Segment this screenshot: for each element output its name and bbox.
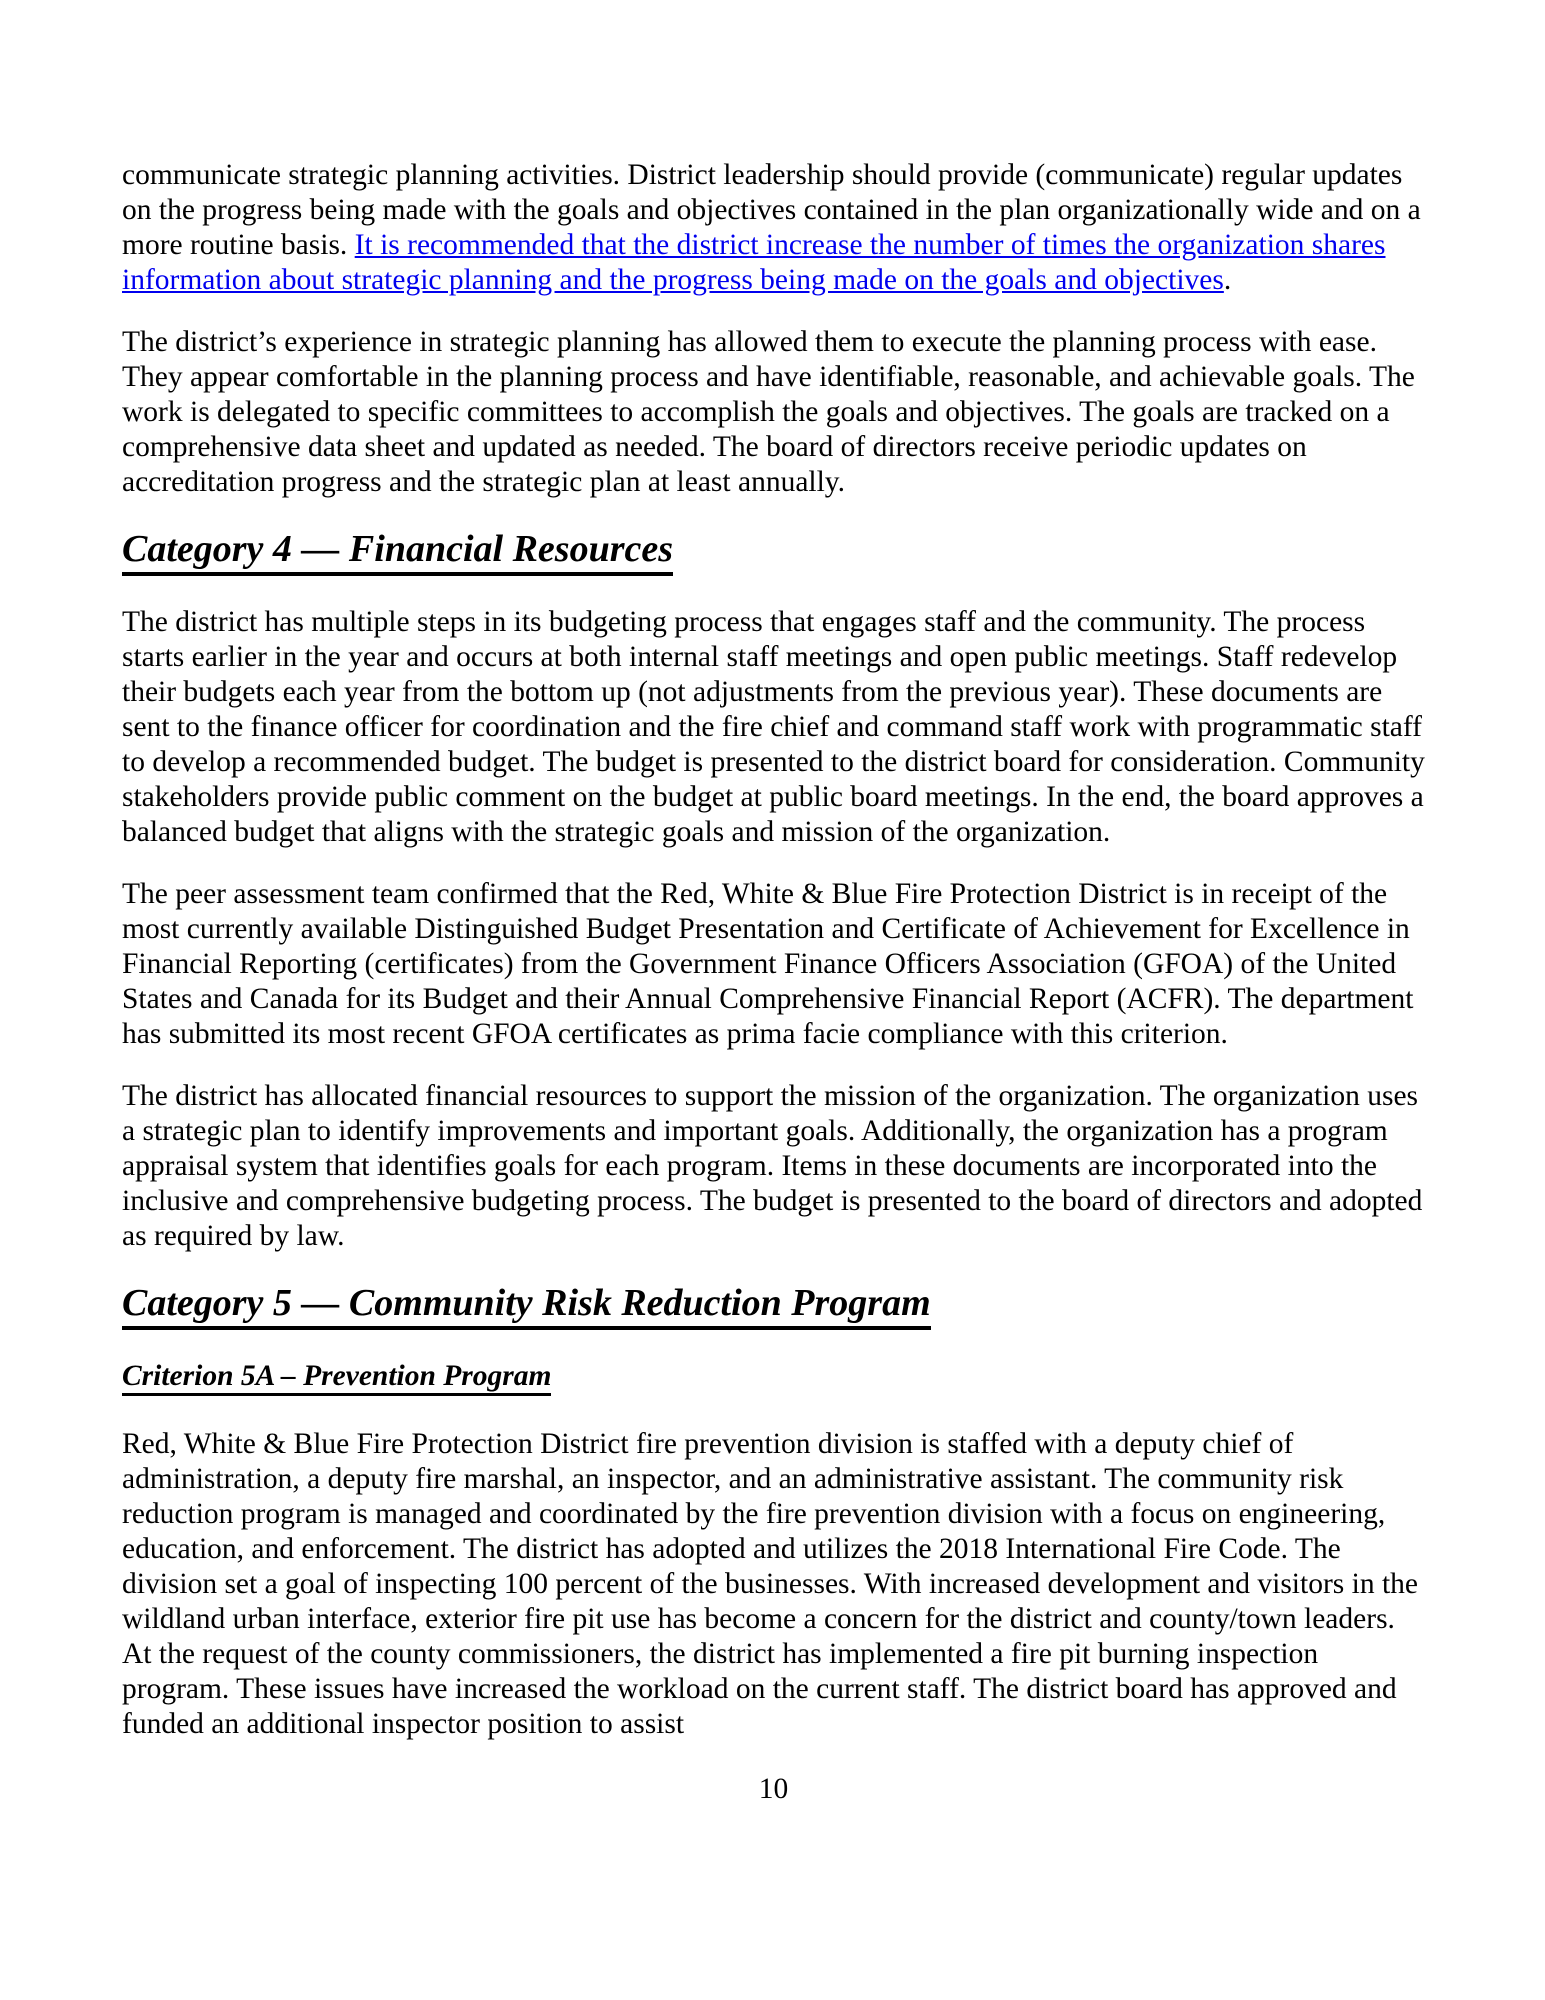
paragraph-strategic-planning-continued	[122, 158, 1425, 298]
page-number: 10	[758, 1773, 789, 1805]
paragraph-prevention-program: Red, White & Blue Fire Protection District fire prevention division is staffed with a deputy chief of administration, a deputy fire marshal, an inspector, and an administrative assistant. The community risk reduction program is managed and coordinated by the fire prevention division with a focus on engineering, education, and enforcement. The district has adopted and utilizes the 2018 International Fire Code. The division set a goal of inspecting 100 percent of the businesses. With increased development and visitors in the wildland urban interface, exterior fire pit use has become a concern for the district and county/town leaders. At the request of the county commissioners, the district has implemented a fire pit burning inspection program. These issues have increased the workload on the current staff. The district board has approved and funded an additional inspector position to assist	[122, 1428, 1418, 1740]
paragraph-text-after-link: .	[1223, 264, 1232, 296]
heading-category-4-text: Category 4 — Financial Resources	[122, 528, 673, 576]
heading-category-5	[122, 1281, 1425, 1325]
paragraph-strategic-planning-experience: The district’s experience in strategic planning has allowed them to execute the planning process with ease. They appear comfortable in the planning process and have identifiable, reasonable, and achievable goals. The work is delegated to specific committees to accomplish the goals and objectives. The goals are tracked on a comprehensive data sheet and updated as needed. The board of directors receive periodic updates on accreditation progress and the strategic plan at least annually.	[122, 326, 1415, 498]
heading-category-4	[122, 527, 1425, 571]
heading-category-5-text: Category 5 — Community Risk Reduction Program	[122, 1282, 931, 1330]
heading-criterion-5a-text: Criterion 5A – Prevention Program	[122, 1360, 551, 1396]
paragraph-budgeting-process: The district has multiple steps in its budgeting process that engages staff and the community. The process starts earlier in the year and occurs at both internal staff meetings and open public meetings. Staff redevelop their budgets each year from the bottom up (not adjustments from the previous year). These documents are sent to the finance officer for coordination and the fire chief and command staff work with programmatic staff to develop a recommended budget. The budget is presented to the district board for consideration. Community stakeholders provide public comment on the budget at public board meetings. In the end, the board approves a balanced budget that aligns with the strategic goals and mission of the organization.	[122, 606, 1425, 848]
recommendation-hyperlink[interactable]: It is recommended that the district increase the number of times the organization shares information about strategic planning and the progress being made on the goals and objectives	[122, 229, 1386, 296]
paragraph-gfoa-certificates: The peer assessment team confirmed that the Red, White & Blue Fire Protection District is in receipt of the most currently available Distinguished Budget Presentation and Certificate of Achievement for Excellence in Financial Reporting (certificates) from the Government Finance Officers Association (GFOA) of the United States and Canada for its Budget and their Annual Comprehensive Financial Report (ACFR). The department has submitted its most recent GFOA certificates as prima facie compliance with this criterion.	[122, 878, 1414, 1050]
heading-criterion-5a	[122, 1359, 1425, 1394]
paragraph-text-before-link: communicate strategic planning activities. District leadership should provide (communicate) regular updates on the progress being made with the goals and objectives contained in the plan organizationally wide and on a more routine basis.	[122, 159, 1421, 261]
paragraph-financial-resources-allocation: The district has allocated financial resources to support the mission of the organization. The organization uses a strategic plan to identify improvements and important goals. Additionally, the organization has a program appraisal system that identifies goals for each program. Items in these documents are incorporated into the inclusive and comprehensive budgeting process. The budget is presented to the board of directors and adopted as required by law.	[122, 1080, 1423, 1252]
